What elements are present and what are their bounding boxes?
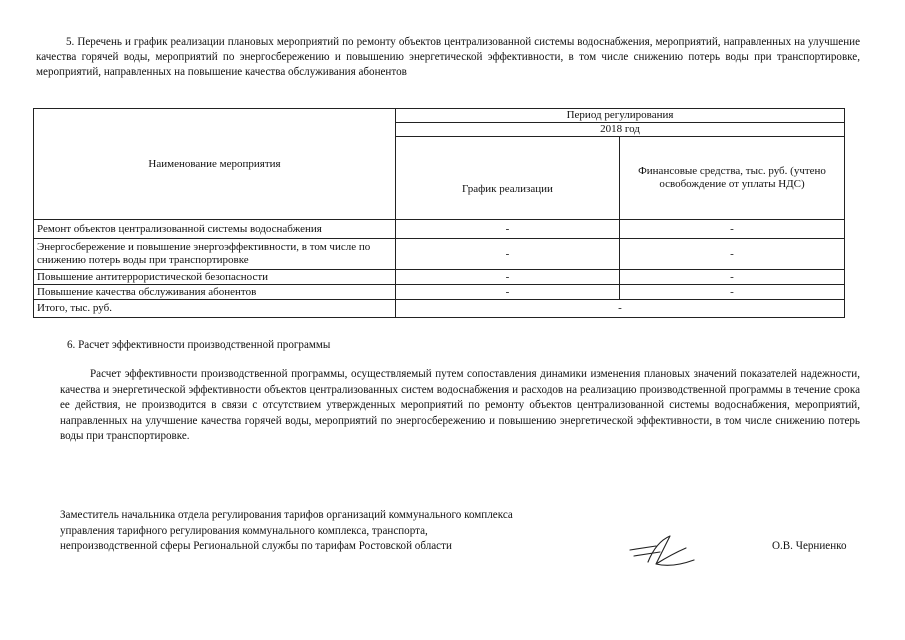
row-finance: -	[620, 239, 845, 270]
row-name: Энергосбережение и повышение энергоэффективности, в том числе по снижению потерь воды при транспортировке	[34, 239, 396, 270]
header-period: Период регулирования	[396, 109, 845, 123]
row-schedule: -	[396, 220, 620, 239]
row-schedule: -	[396, 239, 620, 270]
table-row	[34, 285, 845, 300]
header-finance: Финансовые средства, тыс. руб. (учтено освобождение от уплаты НДС)	[620, 137, 845, 220]
section6-body: Расчет эффективности производственной программы, осуществляемый путем сопоставления динамики изменения плановых значений показателей надежности, качества и энергетической эффективности объектов централизованных систем водоснабжения и расходов на реализацию производственной программы в течение срока ее действия, не производится в связи с отсутствием утвержденных мероприятий по ремонту объектов централизованной системы водоснабжения, мероприятий, направленных на улучшение качества горячей воды, мероприятий по энергосбережению и повышению энергетической эффективности, в том числе снижению потерь воды при транспортировке.	[60, 368, 860, 442]
row-name: Ремонт объектов централизованной системы водоснабжения	[34, 220, 396, 239]
signatory-line: управления тарифного регулирования коммунального комплекса, транспорта,	[60, 524, 428, 537]
row-finance: -	[620, 220, 845, 239]
header-schedule: График реализации	[396, 137, 620, 220]
header-year: 2018 год	[396, 123, 845, 137]
row-name: Повышение антитеррористической безопасности	[34, 270, 396, 285]
signer-name: О.В. Черниенко	[772, 540, 847, 552]
section6-title: 6. Расчет эффективности производственной программы	[67, 339, 331, 351]
table-row	[34, 239, 845, 270]
table-row	[34, 270, 845, 285]
signatory-line: непроизводственной сферы Региональной службы по тарифам Ростовской области	[60, 540, 452, 552]
signatory-line: Заместитель начальника отдела регулирования тарифов организаций коммунального комплекса	[60, 509, 513, 521]
row-finance: -	[620, 285, 845, 300]
row-name: Повышение качества обслуживания абонентов	[34, 285, 396, 300]
total-value: -	[396, 300, 845, 318]
total-row	[34, 300, 845, 318]
measures-table	[33, 108, 845, 318]
handwritten-signature	[626, 532, 698, 572]
row-finance: -	[620, 270, 845, 285]
total-label: Итого, тыс. руб.	[34, 300, 396, 318]
row-schedule: -	[396, 285, 620, 300]
header-name: Наименование мероприятия	[34, 109, 396, 220]
row-schedule: -	[396, 270, 620, 285]
signatory-block	[60, 508, 620, 555]
section5-heading: 5. Перечень и график реализации плановых мероприятий по ремонту объектов централизованной системы водоснабжения, мероприятий, направленных на улучшение качества горячей воды, мероприятий по энергосбережению и повышению энергетической эффективности, в том числе снижению потерь воды при транспортировке, мероприятий, направленных на повышение качества обслуживания абонентов	[36, 36, 860, 78]
table-row	[34, 220, 845, 239]
